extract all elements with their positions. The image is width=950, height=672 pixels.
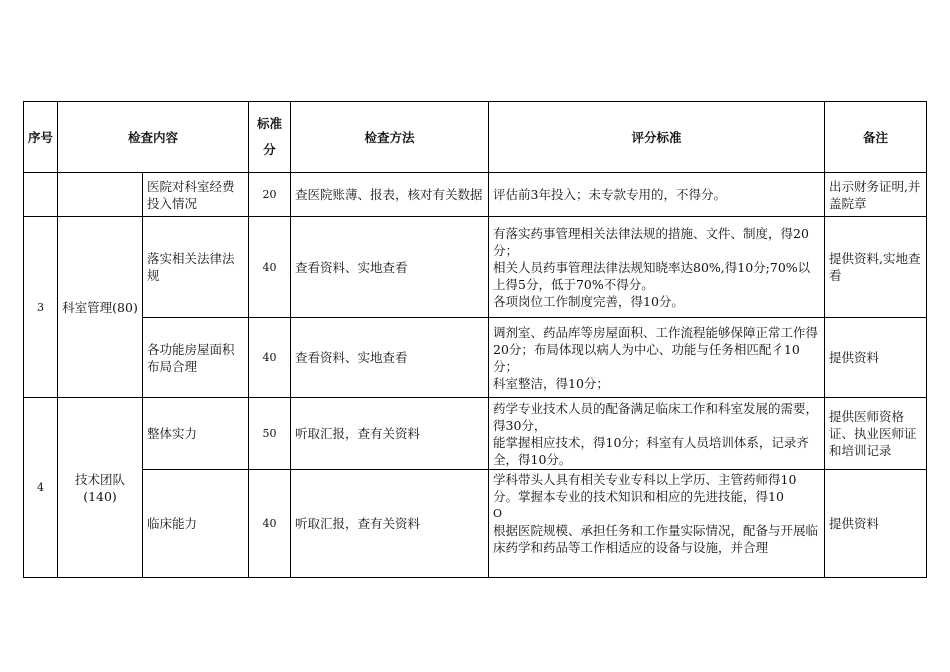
criteria-line: 调剂室、药品库等房屋面积、工作流程能够保障正常工作得20分；布局体现以病人为中心、功能与任务相匹配彳10分； — [493, 324, 819, 374]
criteria-line: 能掌握相应技术，得10分；科室有人员培训体系，记录齐全，得10分。 — [493, 434, 809, 467]
criteria-line: 药学专业技术人员的配备满足临床工作和科室发展的需要，得30分， — [493, 400, 819, 433]
seq-cell-empty — [24, 173, 58, 217]
header-seq: 序号 — [24, 102, 58, 173]
criteria-line: 根据医院规模、承担任务和工作量实际情况，配备与开展临床药学和药品等工作相适应的设备与设施，并合理 — [493, 523, 819, 555]
seq-cell: 4 — [24, 398, 58, 578]
criteria-line: 学科带头人具有相关专业专科以上学历、主管药师得10分。掌握本专业的技术知识和相应的先进技能，得10 — [493, 472, 797, 504]
header-method: 检查方法 — [291, 102, 489, 173]
criteria-line: 科室整洁，得10分； — [493, 375, 609, 391]
method-cell: 查看资料、实地查看 — [291, 217, 489, 318]
criteria-line: 相关人员药事管理法律法规知晓率达80%,得10分;70%以上得5分，低于70%不得分。 — [493, 259, 811, 292]
score-cell: 50 — [249, 398, 291, 470]
table-row — [24, 318, 927, 398]
notes-cell: 提供资料 — [825, 318, 927, 398]
criteria-line: 评估前3年投入；未专款专用的，不得分。 — [493, 187, 726, 202]
item-cell: 整体实力 — [143, 398, 249, 470]
item-cell: 落实相关法律法规 — [143, 217, 249, 318]
header-standard-score-line1: 标准 — [257, 116, 283, 131]
table-row — [24, 173, 927, 217]
table-row — [24, 217, 927, 318]
notes-cell: 提供资料,实地查看 — [825, 217, 927, 318]
notes-cell: 提供医师资格证、执业医师证和培训记录 — [825, 398, 927, 470]
header-row — [24, 102, 927, 173]
item-cell: 临床能力 — [143, 470, 249, 578]
header-standard-score-line2: 分 — [263, 142, 276, 157]
criteria-cell — [489, 217, 825, 318]
method-cell: 查看资料、实地查看 — [291, 318, 489, 398]
score-cell: 20 — [249, 173, 291, 217]
inspection-table — [23, 101, 927, 578]
criteria-cell — [489, 470, 825, 578]
criteria-cell — [489, 398, 825, 470]
score-cell: 40 — [249, 318, 291, 398]
header-content: 检查内容 — [58, 102, 249, 173]
criteria-line: O — [493, 507, 503, 520]
item-cell: 各功能房屋面积布局合理 — [143, 318, 249, 398]
method-cell: 听取汇报，查有关资料 — [291, 470, 489, 578]
header-notes: 备注 — [825, 102, 927, 173]
category-cell: 科室管理(80) — [58, 217, 143, 398]
criteria-line: 各项岗位工作制度完善，得10分。 — [493, 293, 684, 309]
category-cell: 技术团队(140) — [58, 398, 143, 578]
header-standard-score — [249, 102, 291, 173]
method-cell: 听取汇报，查有关资料 — [291, 398, 489, 470]
category-cell-empty — [58, 173, 143, 217]
notes-cell: 出示财务证明,并盖院章 — [825, 173, 927, 217]
score-cell: 40 — [249, 217, 291, 318]
notes-cell: 提供资料 — [825, 470, 927, 578]
criteria-cell — [489, 318, 825, 398]
table-row — [24, 470, 927, 578]
header-criteria: 评分标准 — [489, 102, 825, 173]
table-row — [24, 398, 927, 470]
criteria-cell — [489, 173, 825, 217]
seq-cell: 3 — [24, 217, 58, 398]
score-cell: 40 — [249, 470, 291, 578]
method-cell: 查医院账薄、报表，核对有关数据 — [291, 173, 489, 217]
criteria-line: 有落实药事管理相关法律法规的措施、文件、制度，得20分； — [493, 225, 809, 258]
item-cell: 医院对科室经费投入情况 — [143, 173, 249, 217]
